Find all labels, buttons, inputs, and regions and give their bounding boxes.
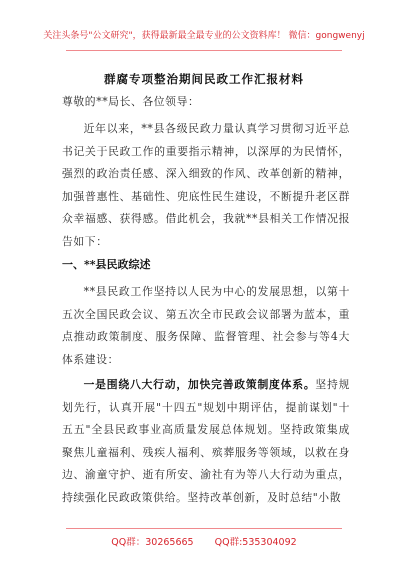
paragraph-intro: 近年以来，**县各级民政力量认真学习贯彻习近平总书记关于民政工作的重要指示精神，以深厚的为民情怀，强烈的政治责任感、深入细致的作风、改革创新的精神，加强普惠性、基础性、兜底性民生建设，不断提升老区群众幸福感、获得感。借此机会，我就**县相关工作情况报告如下： — [62, 122, 350, 248]
footer-qq-2: QQ群:535304092 — [214, 537, 297, 548]
paragraph-body: 坚持规划先行，认真开展"十四五"规划中期评估，提前谋划"十五五"全县民政事业高质量发展总体规划。坚持政策集成聚焦儿童福利、残疾人福利、殡葬服务等领域，以救在身边、渝童守护、逝有所安、渝社有为等八大行动为重点，持续强化民政政策供给。坚持改革创新，及时总结"小散 — [62, 378, 351, 504]
footer-qq-1: QQ群：30265665 — [111, 537, 194, 548]
paragraph-lead: 一是围绕八大行动，加快完善政策制度体系。 — [83, 378, 316, 391]
greeting: 尊敬的**局长、各位领导： — [62, 95, 200, 108]
footer-rule — [66, 528, 342, 529]
header-watermark: 关注头条号"公文研究"，获得最新最全最专业的公文资料库！ 微信：gongwenyj — [43, 31, 365, 41]
header-rule — [66, 50, 342, 51]
footer-watermark — [0, 534, 408, 548]
paragraph-overview: **县民政工作坚持以人民为中心的发展思想，以第十五次全国民政会议、第五次全市民政会议部署为蓝本，重点推动政策制度、服务保障、监督管理、社会参与等4大体系建设： — [62, 285, 350, 366]
paragraph-action — [62, 374, 350, 509]
document-title: 群腐专项整治期间民政工作汇报材料 — [104, 72, 304, 86]
section-heading: 一、**县民政综述 — [62, 258, 151, 271]
